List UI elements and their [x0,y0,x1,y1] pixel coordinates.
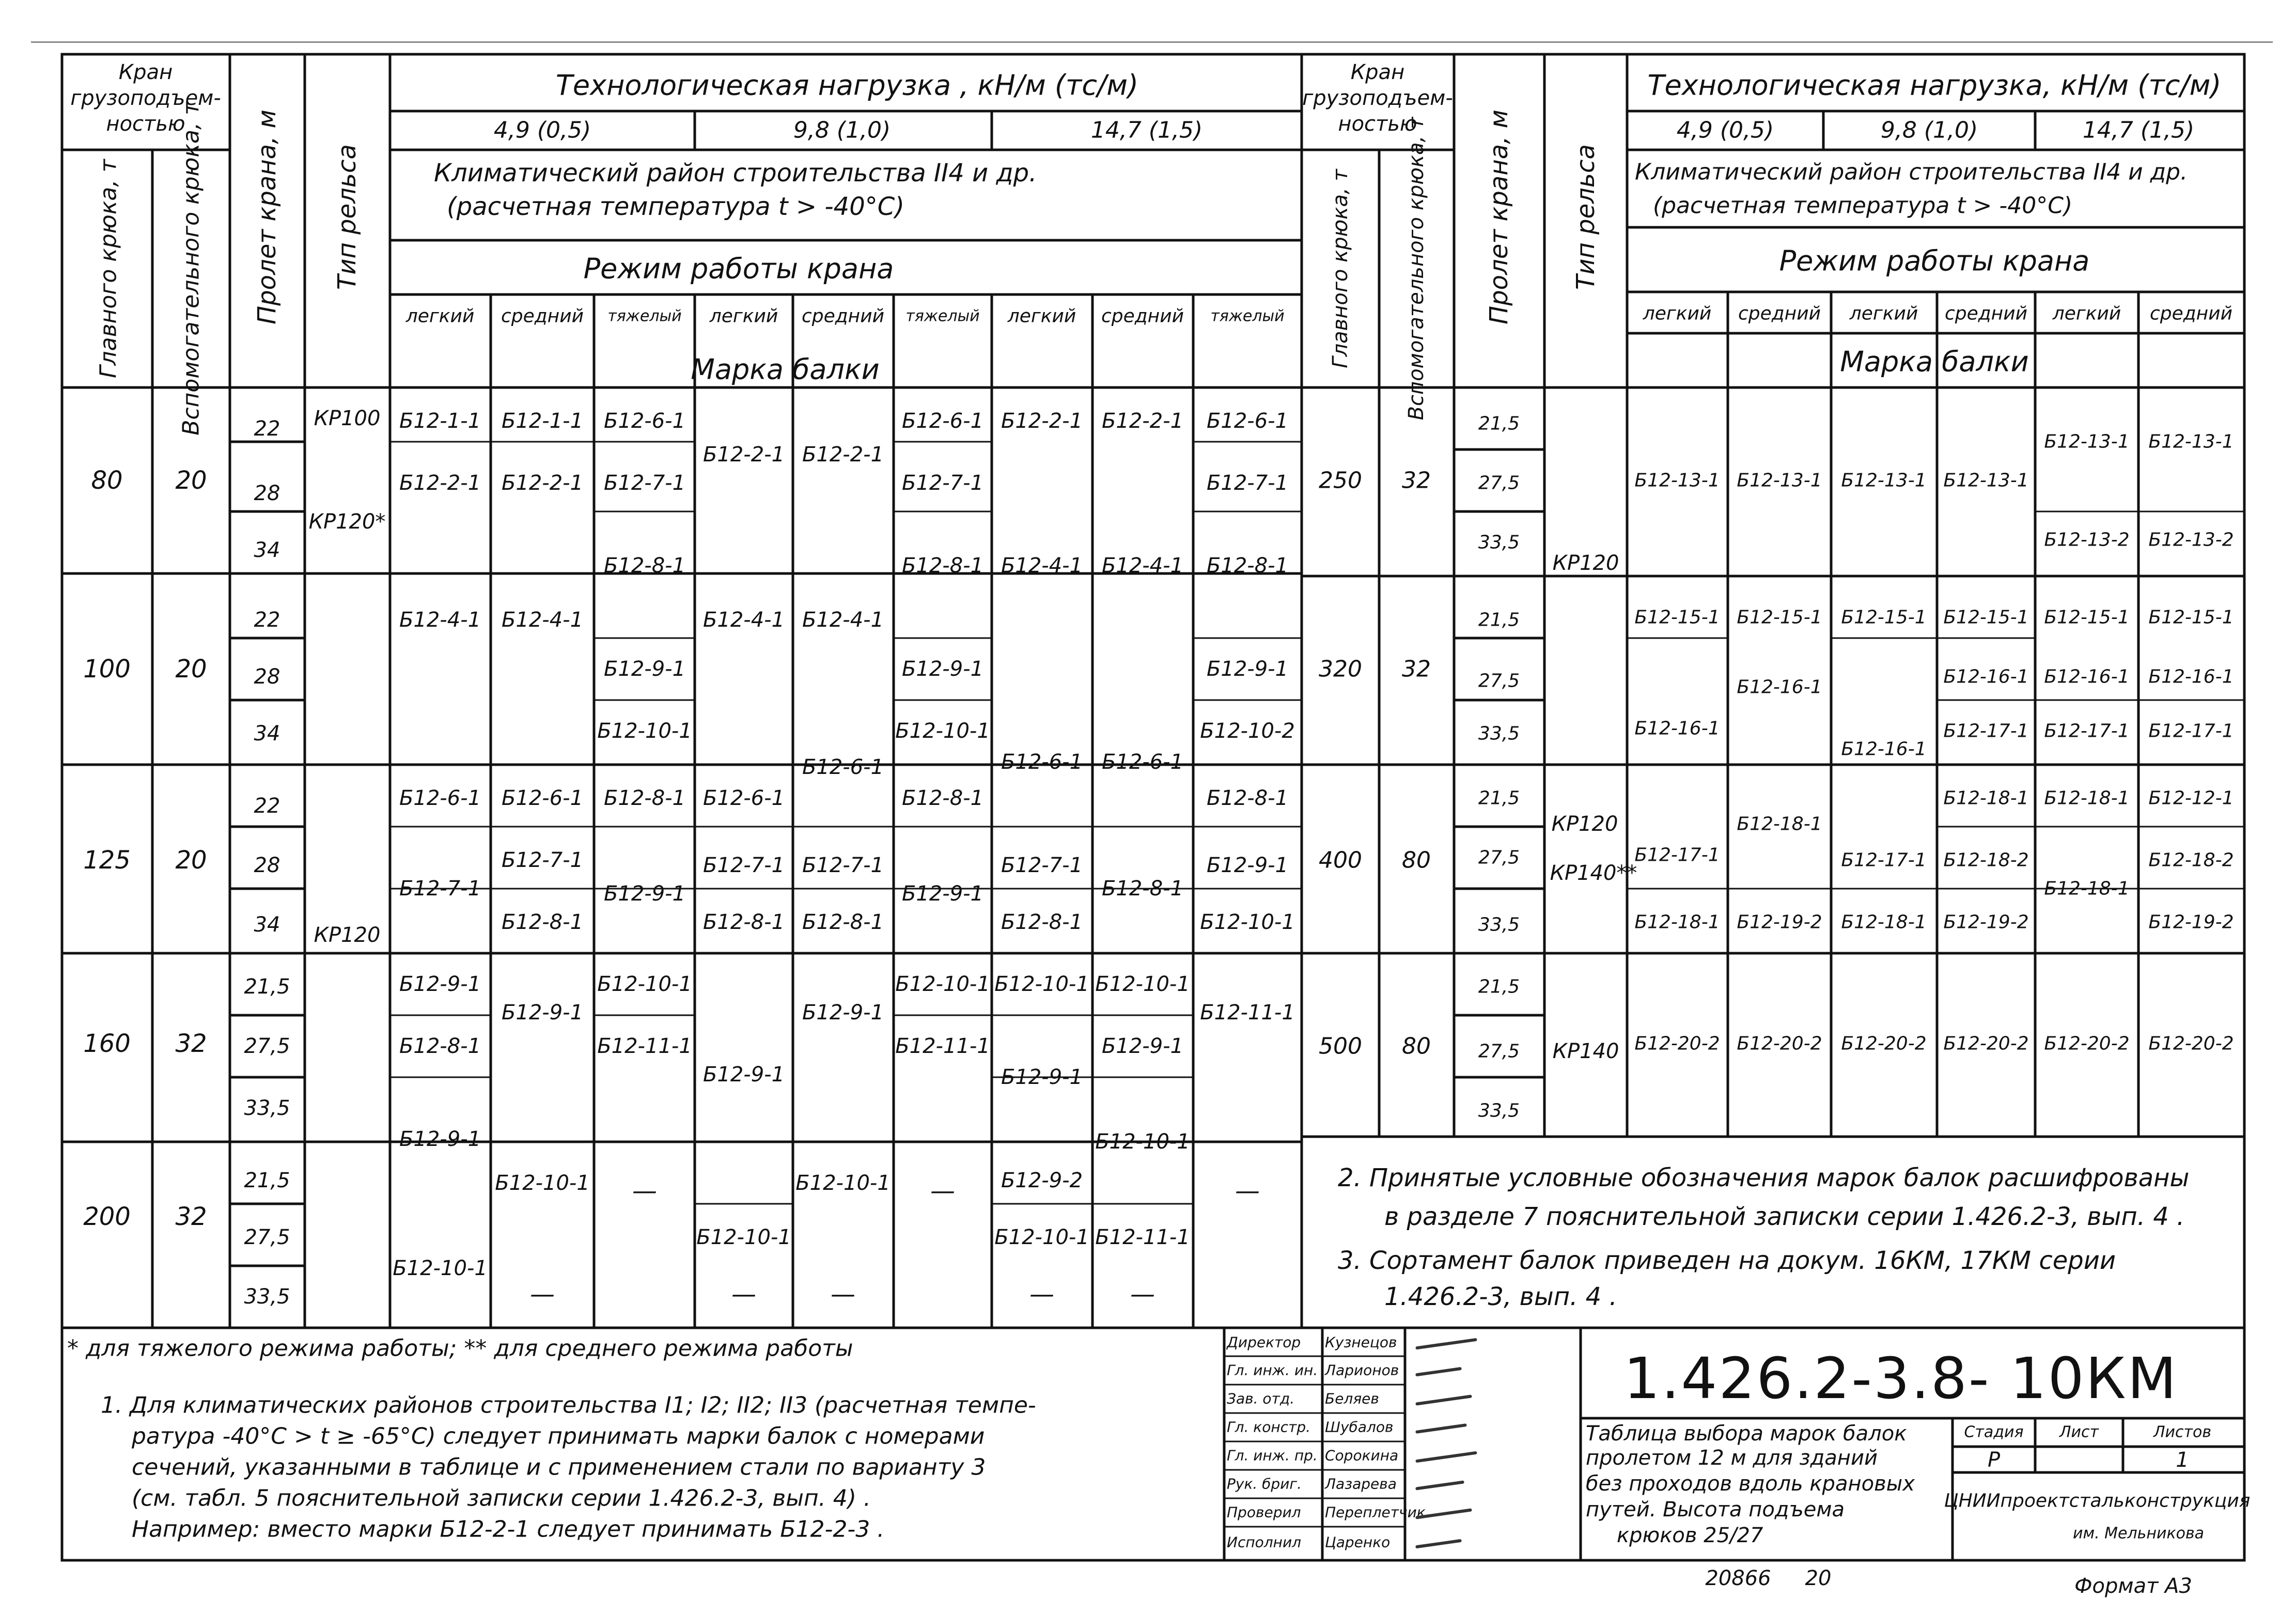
rail-type: КР100 [314,407,381,430]
beam-cell: Б12-7-1 [1206,471,1289,495]
main-hook-value: 80 [91,466,123,495]
span-value: 27,5 [244,1225,290,1249]
rail-header: Тип рельса [333,144,362,290]
stamp-name: Беляев [1325,1390,1379,1407]
beam-cell: Б12-6-1 [1206,409,1289,433]
beam-cell: Б12-2-1 [702,443,785,467]
main-hook-header: Главного крюка, т [95,159,122,378]
crane-capacity-header-l1: Кран [1350,60,1405,84]
mode-col: легкий [2052,303,2121,324]
load-col-3: 14,7 (1,5) [1090,117,1203,144]
main-hook-value: 160 [83,1029,131,1058]
mode-col: тяжелый [905,307,980,325]
beam-cell: Б12-8-1 [1206,786,1289,810]
beam-cell: Б12-11-1 [1200,1001,1295,1025]
stamp-role: Гл. инж. пр. [1227,1447,1318,1464]
note-1-line-5: Например: вместо марки Б12-2-1 следует принимать Б12-2-3 . [132,1516,885,1543]
beam-cell: Б12-16-1 [1634,718,1720,739]
archive-number: 20866 [1705,1566,1771,1590]
stamp-name: Сорокина [1325,1447,1399,1464]
span-value: 27,5 [1478,1041,1520,1062]
footnote: * для тяжелого режима работы; ** для среднего режима работы [67,1335,853,1362]
mode-col: средний [801,305,885,327]
beam-cell: Б12-2-1 [1001,409,1083,433]
empty-cell-dash: — [530,1280,555,1309]
mode-header: Режим работы крана [1779,244,2090,277]
main-hook-value: 200 [83,1202,131,1231]
stamp-name: Ларионов [1325,1361,1399,1379]
mode-col: средний [1101,305,1184,327]
beam-cell: Б12-13-1 [1737,470,1822,491]
mode-header: Режим работы крана [583,252,894,285]
beam-cell: Б12-13-1 [2148,431,2234,453]
mode-col: легкий [709,305,778,327]
stamp-name: Шубалов [1325,1418,1394,1436]
load-col-1: 4,9 (0,5) [1676,117,1774,144]
beam-cell: Б12-8-1 [1001,910,1083,934]
beam-cell: Б12-9-1 [399,1127,481,1151]
beam-cell: Б12-13-2 [2148,529,2234,551]
rail-type: КР120 [1551,812,1618,836]
beam-cell: Б12-20-2 [1634,1033,1720,1054]
beam-cell: Б12-4-1 [501,608,584,632]
span-value: 34 [254,538,280,562]
beam-cell: Б12-4-1 [702,608,785,632]
beam-cell: Б12-4-1 [1101,554,1184,578]
aux-hook-value: 80 [1402,847,1431,874]
empty-cell-dash: — [1029,1280,1054,1309]
note-1-line-3: сечений, указанными в таблице и с применением стали по варианту 3 [132,1454,986,1481]
load-col-2: 9,8 (1,0) [793,117,891,144]
beam-cell: Б12-18-1 [1737,813,1822,835]
beam-cell: Б12-16-1 [1943,666,2029,688]
main-hook-value: 125 [83,846,131,875]
title-line-1: Таблица выбора марок балок [1586,1422,1907,1446]
stamp-role: Исполнил [1227,1533,1302,1551]
main-hook-header: Главного крюка, т [1329,169,1352,368]
load-col-3: 14,7 (1,5) [2082,117,2195,144]
stamp-role: Гл. инж. ин. [1227,1361,1318,1379]
stamp-name: Переплетчик [1325,1503,1426,1521]
beam-cell: Б12-10-1 [1200,910,1295,934]
climate-header: Климатический район строительства II4 и др. [434,159,1037,188]
beam-cell: Б12-10-1 [597,719,692,743]
sheets-label: Листов [2153,1423,2212,1441]
org-name-2: им. Мельникова [2072,1524,2205,1543]
beam-cell: Б12-15-1 [2044,607,2130,628]
beam-cell: Б12-12-1 [2148,787,2234,809]
beam-cell: Б12-17-1 [2148,720,2234,742]
span-value: 22 [254,417,280,441]
empty-cell-dash: — [831,1280,855,1309]
rail-type: КР120* [308,510,386,534]
mode-col: легкий [405,305,475,327]
format-label: Формат А3 [2074,1574,2192,1598]
beam-cell: Б12-7-1 [901,471,984,495]
note-2-line-1: 2. Принятые условные обозначения марок балок расшифрованы [1338,1163,2190,1192]
beam-cell: Б12-10-1 [696,1225,791,1249]
main-hook-value: 100 [83,655,131,684]
stage-value: Р [1987,1448,2001,1472]
beam-cell: Б12-16-1 [2044,666,2130,688]
beam-cell: Б12-8-1 [399,1034,481,1058]
aux-hook-value: 32 [175,1029,207,1058]
beam-cell: Б12-19-2 [1737,911,1822,933]
beam-cell: Б12-17-1 [1943,720,2029,742]
beam-cell: Б12-10-1 [895,972,990,996]
rail-type: КР120 [1552,551,1619,575]
beam-cell: Б12-10-1 [994,972,1089,996]
span-header: Пролет крана, м [253,110,282,324]
beam-cell: Б12-10-1 [597,972,692,996]
mode-col: средний [501,305,584,327]
span-value: 33,5 [1478,532,1520,553]
stamp-name: Лазарева [1325,1475,1397,1493]
beam-cell: Б12-7-1 [702,854,785,877]
beam-cell: Б12-15-1 [2148,607,2234,628]
beam-cell: Б12-8-1 [702,910,785,934]
span-value: 33,5 [1478,1100,1520,1122]
beam-cell: Б12-2-1 [802,443,884,467]
aux-hook-value: 32 [1402,467,1431,494]
beam-cell: Б12-18-1 [1943,787,2029,809]
beam-cell: Б12-2-1 [501,471,584,495]
empty-cell-dash: — [632,1176,657,1205]
beam-cell: Б12-6-1 [399,786,481,810]
beam-cell: Б12-9-1 [399,972,481,996]
aux-hook-header: Вспомогательного крюка, т [178,102,205,436]
beam-cell: Б12-17-1 [1634,844,1720,866]
beam-cell: Б12-19-2 [2148,911,2234,933]
beam-cell: Б12-9-1 [1206,657,1289,681]
beam-cell: Б12-9-2 [1001,1169,1083,1192]
beam-cell: Б12-6-1 [501,786,584,810]
span-value: 21,5 [244,1169,290,1192]
beam-cell: Б12-6-1 [603,409,686,433]
note-3-line-2: 1.426.2-3, вып. 4 . [1384,1282,1617,1311]
beam-cell: Б12-9-1 [702,1063,785,1087]
climate-temp: (расчетная температура t > -40°C) [447,192,904,221]
span-value: 34 [254,913,280,937]
beam-cell: Б12-10-1 [393,1256,488,1280]
beam-cell: Б12-7-1 [1001,854,1083,877]
beam-cell: Б12-10-1 [895,719,990,743]
beam-cell: Б12-9-1 [603,657,686,681]
load-col-1: 4,9 (0,5) [493,117,591,144]
beam-cell: Б12-20-2 [2148,1033,2234,1054]
span-value: 27,5 [1478,847,1520,868]
beam-cell: Б12-20-2 [1737,1033,1822,1054]
tech-load-header: Технологическая нагрузка , кН/м (тс/м) [555,69,1139,102]
aux-hook-value: 80 [1402,1033,1431,1060]
stamp-role: Зав. отд. [1227,1390,1295,1407]
crane-capacity-header-l1: Кран [118,60,173,84]
main-hook-value: 320 [1319,656,1362,682]
beam-cell: Б12-18-2 [2148,849,2234,871]
empty-cell-dash: — [731,1280,756,1309]
stamp-role: Проверил [1227,1503,1301,1521]
mode-col: средний [1738,303,1821,324]
beam-cell: Б12-9-1 [1206,854,1289,877]
empty-cell-dash: — [930,1176,955,1205]
crane-capacity-header-l3: ностью [1338,112,1417,136]
beam-cell: Б12-6-1 [1101,750,1184,774]
beam-cell: Б12-1-1 [501,409,584,433]
load-col-2: 9,8 (1,0) [1880,117,1978,144]
span-value: 21,5 [244,975,290,999]
note-1-line-4: (см. табл. 5 пояснительной записки серии 1.426.2-3, вып. 4) . [132,1485,871,1512]
empty-cell-dash: — [1235,1176,1260,1205]
beam-cell: Б12-8-1 [603,554,686,578]
span-value: 22 [254,794,280,818]
top-trim-line [31,41,2273,43]
beam-cell: Б12-9-1 [901,657,984,681]
beam-cell: Б12-8-1 [901,786,984,810]
beam-cell: Б12-18-1 [2044,878,2130,899]
beam-cell: Б12-6-1 [802,755,884,779]
stamp-name: Царенко [1325,1533,1391,1551]
mode-col: легкий [1007,305,1076,327]
beam-cell: Б12-11-1 [895,1034,990,1058]
beam-cell: Б12-4-1 [1001,554,1083,578]
beam-cell: Б12-10-1 [495,1171,590,1195]
title-line-4: путей. Высота подъема [1586,1498,1845,1522]
mode-col: средний [1944,303,2028,324]
beam-cell: Б12-10-1 [1095,972,1190,996]
beam-cell: Б12-10-2 [1200,719,1295,743]
beam-cell: Б12-1-1 [399,409,481,433]
document-code: 1.426.2-3.8- 10КМ [1623,1345,2178,1411]
beam-cell: Б12-8-1 [501,910,584,934]
span-value: 33,5 [1478,723,1520,744]
span-value: 34 [254,722,280,746]
empty-cell-dash: — [1130,1280,1155,1309]
beam-cell: Б12-6-1 [1001,750,1083,774]
climate-header: Климатический район строительства II4 и др. [1635,159,2188,185]
mode-col: тяжелый [1210,307,1285,325]
title-line-2: пролетом 12 м для зданий [1586,1446,1878,1470]
rail-type: КР140** [1550,861,1637,885]
rail-type: КР120 [314,923,381,947]
beam-cell: Б12-7-1 [802,854,884,877]
crane-capacity-header-l3: ностью [106,112,185,136]
beam-cell: Б12-18-1 [1841,911,1927,933]
beam-cell: Б12-4-1 [802,608,884,632]
beam-cell: Б12-9-1 [1101,1034,1184,1058]
mode-col: средний [2149,303,2233,324]
span-value: 21,5 [1478,787,1520,809]
beam-cell: Б12-6-1 [702,786,785,810]
beam-cell: Б12-11-1 [1095,1225,1190,1249]
beam-cell: Б12-16-1 [2148,666,2234,688]
beam-cell: Б12-9-1 [603,882,686,906]
span-value: 21,5 [1478,609,1520,631]
sheets-value: 1 [2176,1448,2189,1472]
note-3-line-1: 3. Сортамент балок приведен на докум. 16КМ, 17КМ серии [1338,1246,2116,1275]
beam-cell: Б12-8-1 [1101,877,1184,901]
note-2-line-2: в разделе 7 пояснительной записки серии 1.426.2-3, вып. 4 . [1384,1202,2185,1231]
beam-cell: Б12-6-1 [901,409,984,433]
rail-type: КР140 [1552,1040,1619,1063]
beam-cell: Б12-17-1 [1841,849,1927,871]
beam-cell: Б12-8-1 [603,786,686,810]
beam-cell: Б12-7-1 [603,471,686,495]
beam-cell: Б12-4-1 [399,608,481,632]
beam-cell: Б12-10-1 [994,1225,1089,1249]
beam-cell: Б12-16-1 [1737,676,1822,698]
span-value: 27,5 [244,1034,290,1058]
span-value: 28 [254,482,280,505]
span-value: 28 [254,665,280,689]
mode-col: легкий [1849,303,1918,324]
rail-header: Тип рельса [1571,144,1600,290]
title-line-5: крюков 25/27 [1617,1524,1763,1547]
crane-capacity-header-l2: грузоподъем- [70,86,221,110]
tech-load-header: Технологическая нагрузка, кН/м (тс/м) [1647,69,2222,102]
beam-cell: Б12-10-1 [795,1171,891,1195]
aux-hook-value: 20 [175,846,207,875]
beam-cell: Б12-15-1 [1841,607,1927,628]
beam-cell: Б12-18-1 [2044,787,2130,809]
beam-cell: Б12-15-1 [1634,607,1720,628]
title-line-3: без проходов вдоль крановых [1586,1472,1915,1496]
sheet-label: Лист [2059,1423,2099,1441]
beam-cell: Б12-15-1 [1737,607,1822,628]
beam-cell: Б12-9-1 [901,882,984,906]
span-value: 27,5 [1478,472,1520,494]
stamp-role: Гл. констр. [1227,1418,1311,1436]
aux-hook-value: 32 [175,1202,207,1231]
beam-cell: Б12-17-1 [2044,720,2130,742]
span-header: Пролет крана, м [1485,110,1513,324]
span-value: 33,5 [244,1096,290,1120]
span-value: 21,5 [1478,413,1520,435]
beam-cell: Б12-19-2 [1943,911,2029,933]
aux-hook-header: Вспомогательного крюка, т [1404,117,1428,421]
aux-hook-value: 32 [1402,656,1431,682]
mode-col: легкий [1643,303,1712,324]
beam-cell: Б12-13-1 [1943,470,2029,491]
mode-col: тяжелый [607,307,682,325]
span-value: 22 [254,608,280,632]
beam-cell: Б12-15-1 [1943,607,2029,628]
note-1-line-2: ратура -40°C > t ≥ -65°C) следует принимать марки балок с номерами [132,1423,985,1450]
beam-cell: Б12-11-1 [597,1034,692,1058]
beam-cell: Б12-18-2 [1943,849,2029,871]
main-hook-value: 250 [1319,467,1362,494]
beam-cell: Б12-20-2 [2044,1033,2130,1054]
beam-cell: Б12-20-2 [1841,1033,1927,1054]
beam-cell: Б12-13-1 [2044,431,2130,453]
org-name: ЦНИИпроектстальконструкция [1944,1490,2251,1512]
beam-cell: Б12-13-1 [1841,470,1927,491]
beam-cell: Б12-8-1 [802,910,884,934]
beam-cell: Б12-8-1 [1206,554,1289,578]
beam-cell: Б12-7-1 [501,848,584,872]
beam-cell: Б12-13-1 [1634,470,1720,491]
beam-cell: Б12-18-1 [1634,911,1720,933]
climate-temp: (расчетная температура t > -40°C) [1653,192,2073,219]
beam-cell: Б12-10-1 [1095,1130,1190,1154]
span-value: 33,5 [244,1285,290,1309]
span-value: 21,5 [1478,976,1520,998]
beam-cell: Б12-2-1 [1101,409,1184,433]
beam-cell: Б12-9-1 [1001,1065,1083,1089]
beam-cell: Б12-13-2 [2044,529,2130,551]
beam-cell: Б12-2-1 [399,471,481,495]
main-hook-value: 500 [1319,1033,1362,1060]
brand-header: Марка балки [1840,345,2029,378]
span-value: 27,5 [1478,670,1520,692]
note-1-line-1: 1. Для климатических районов строительства I1; I2; II2; II3 (расчетная темпе- [101,1392,1036,1419]
span-value: 33,5 [1478,914,1520,936]
beam-cell: Б12-9-1 [802,1001,884,1025]
crane-capacity-header-l2: грузоподъем- [1302,86,1453,110]
aux-hook-value: 20 [175,466,207,495]
beam-cell: Б12-7-1 [399,877,481,901]
archive-number-2: 20 [1805,1566,1832,1590]
beam-cell: Б12-20-2 [1943,1033,2029,1054]
beam-cell: Б12-16-1 [1841,738,1927,760]
stamp-role: Рук. бриг. [1227,1475,1302,1493]
main-hook-value: 400 [1319,847,1362,874]
beam-cell: Б12-8-1 [901,554,984,578]
span-value: 28 [254,854,280,877]
stamp-name: Кузнецов [1325,1333,1397,1351]
stage-label: Стадия [1964,1423,2024,1441]
brand-header: Марка балки [691,353,880,386]
aux-hook-value: 20 [175,655,207,684]
stamp-role: Директор [1227,1333,1301,1351]
beam-cell: Б12-9-1 [501,1001,584,1025]
